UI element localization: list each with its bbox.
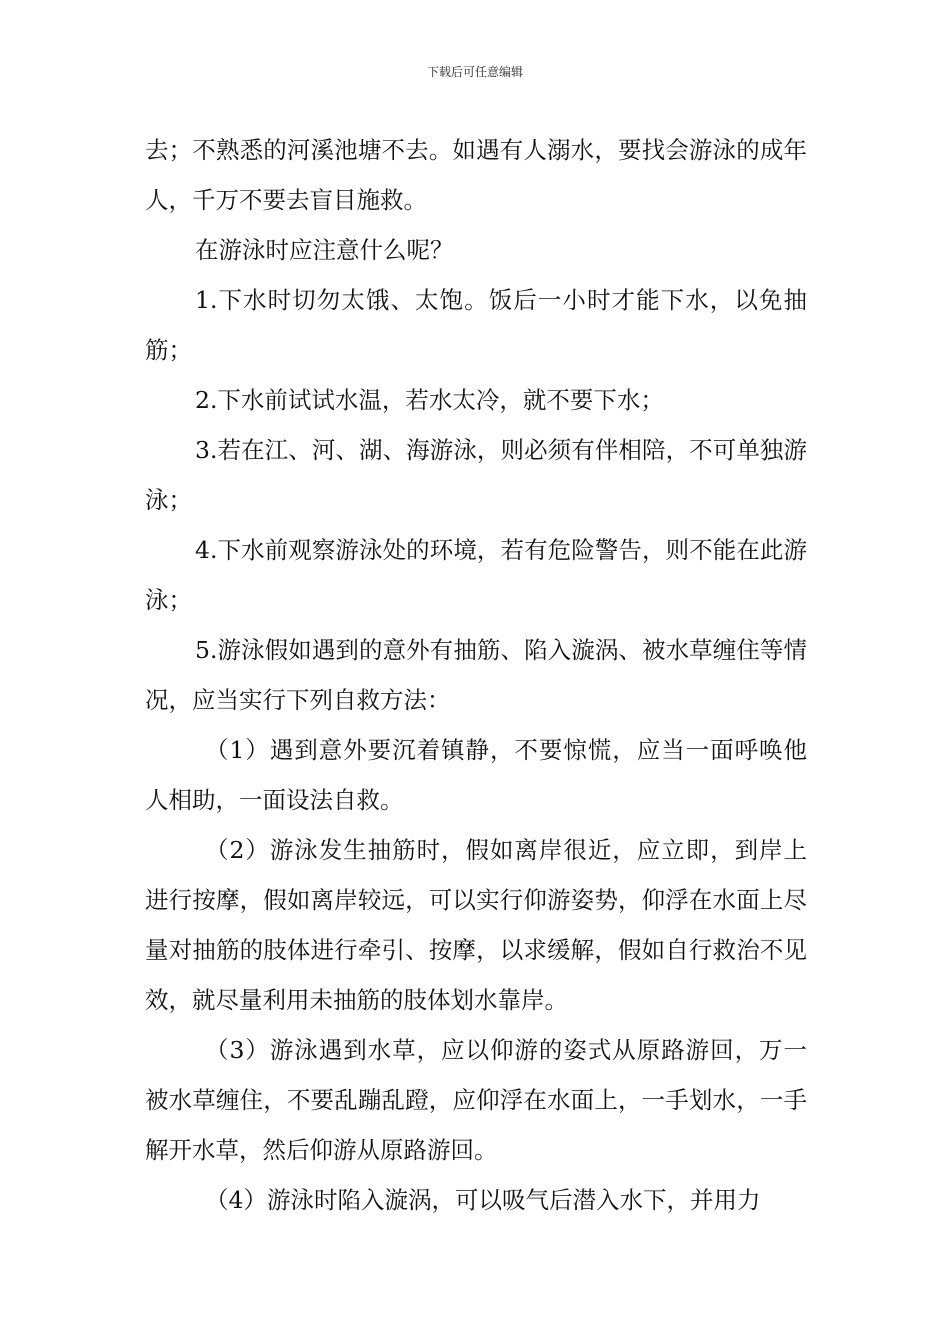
sub-item-4: （4）游泳时陷入漩涡，可以吸气后潜入水下，并用力 [205,1186,761,1214]
paragraph-question: 在游泳时应注意什么呢？ [195,236,454,264]
list-item-3: 3.若在江、河、湖、海游泳，则必须有伴相陪，不可单独游泳； [145,436,807,514]
list-item-4: 4.下水前观察游泳处的环境，若有危险警告，则不能在此游泳； [145,536,807,614]
sub-item-1: （1）遇到意外要沉着镇静，不要惊慌，应当一面呼唤他人相助，一面设法自救。 [145,736,807,814]
list-item-5: 5.游泳假如遇到的意外有抽筋、陷入漩涡、被水草缠住等情况，应当实行下列自救方法： [145,636,807,714]
paragraph-continuation: 去；不熟悉的河溪池塘不去。如遇有人溺水，要找会游泳的成年人，千万不要去盲目施救。 [145,136,807,214]
list-item-1: 1.下水时切勿太饿、太饱。饭后一小时才能下水，以免抽筋； [145,286,807,364]
sub-item-2: （2）游泳发生抽筋时，假如离岸很近，应立即，到岸上进行按摩，假如离岸较远，可以实行仰游姿势，仰浮在水面上尽量对抽筋的肢体进行牵引、按摩，以求缓解，假如自行救治不见效，就尽量利用未抽筋的肢体划水靠岸。 [145,836,807,1014]
sub-item-3: （3）游泳遇到水草，应以仰游的姿式从原路游回，万一被水草缠住，不要乱蹦乱蹬，应仰浮在水面上，一手划水，一手解开水草，然后仰游从原路游回。 [145,1036,807,1164]
document-body [145,125,807,1225]
list-item-2: 2.下水前试试水温，若水太冷，就不要下水； [195,386,664,414]
page-header-note: 下载后可任意编辑 [426,65,523,79]
